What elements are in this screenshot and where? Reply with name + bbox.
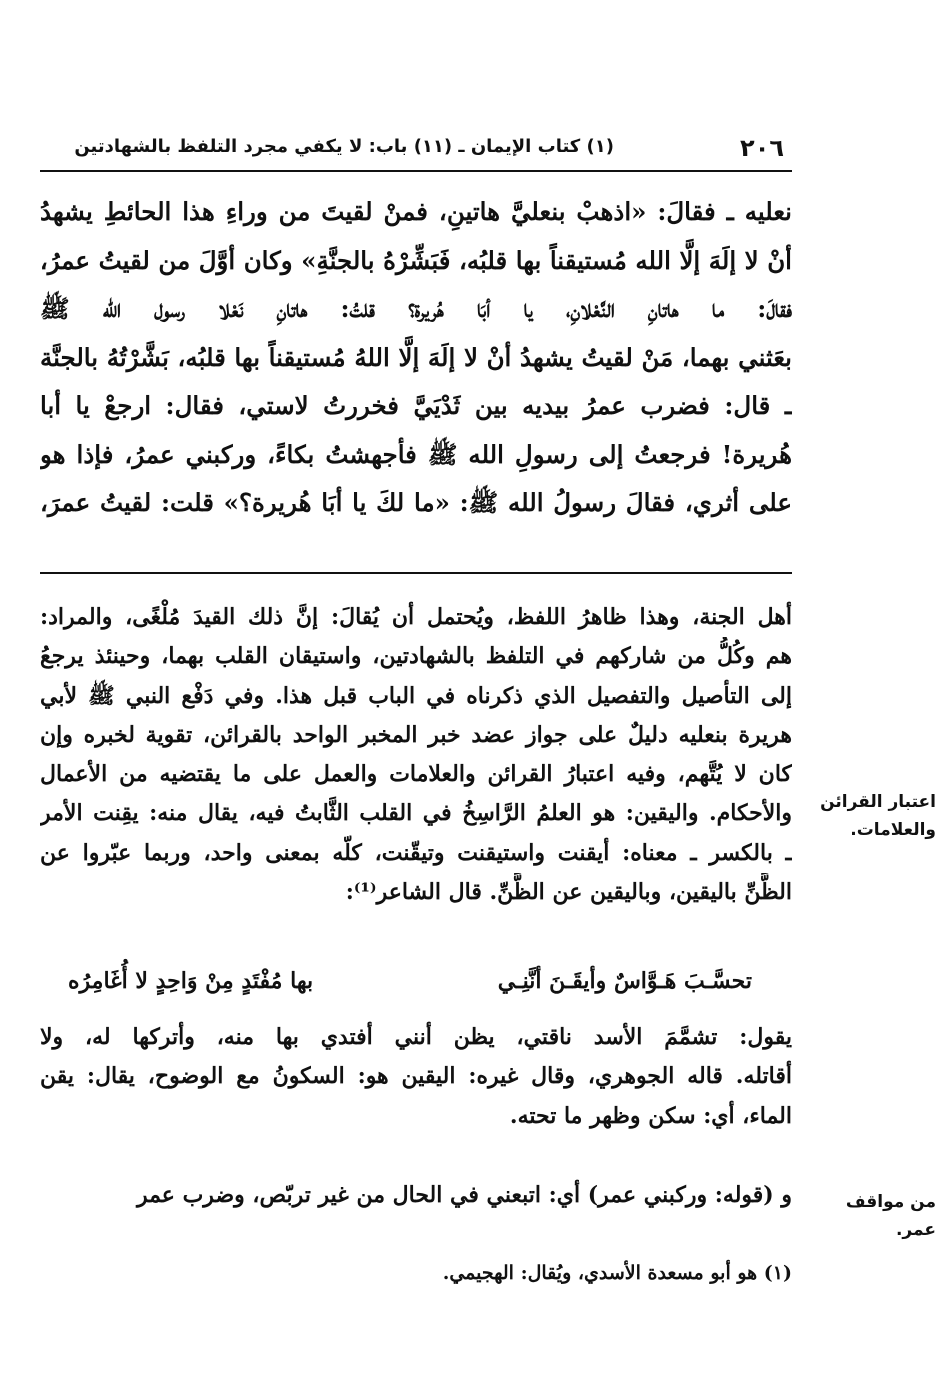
margin-note-line: من مواقف: [845, 1192, 936, 1212]
commentary-line: ـ بالكسر ـ معناه: أيقنت واستيقنت وتيقّنت، كلّه بمعنى واحد، وربما عبّروا عن: [40, 839, 792, 866]
poem-second-hemistich: بها مُفْتَدٍ مِنْ وَاحِدٍ لا أُغَامِرُه: [68, 968, 314, 994]
poem-verse: [40, 962, 792, 1012]
commentary-line: الظَّنِّ باليقين، وباليقين عن الظَّنِّ. قال الشاعر⁽¹⁾:: [345, 879, 792, 906]
hadith-line: هُريرة! فرجعتُ إلى رسولِ الله ﷺ فأجهشتُ بكاءً، وركبني عمرُ، فإذا هو: [40, 439, 792, 469]
commentary-text-2: [40, 1018, 792, 1136]
hadith-line: بعَثني بهما، مَنْ لقيتُ يشهدُ أنْ لا إلَهَ إلَّا اللهُ مُستيقناً بها قلبُه، بَشَّرْتُهُ بالجنَّة: [40, 342, 792, 372]
margin-note: [818, 1188, 936, 1244]
commentary-line: إلى التأصيل والتفصيل الذي ذكرناه في الباب قبل هذا. وفي دَفْع النبي ﷺ لأبي: [40, 682, 792, 709]
commentary-line: و (قوله: وركبني عمر) أي: اتبعني في الحال من غير تربّص، وضرب عمر: [136, 1182, 792, 1208]
commentary-line: أقاتله. قاله الجوهري، وقال غيره: اليقين هو: السكونُ مع الوضوح، يقال: يقن: [40, 1063, 792, 1090]
running-head: (١) كتاب الإيمان ـ (١١) باب: لا يكفي مجرد التلفظ بالشهادتين: [74, 136, 614, 157]
page-header: [40, 128, 792, 168]
margin-note: [818, 788, 936, 844]
header-rule: [40, 170, 792, 172]
commentary-line: أهل الجنة، وهذا ظاهرُ اللفظ، ويُحتمل أن يُقالَ: إنَّ ذلك القيدَ مُلْغًى، والمراد:: [40, 604, 792, 630]
margin-note-line: اعتبار القرائن: [820, 792, 936, 812]
hadith-line: فقالَ: ما هاتانِ النَّعْلانِ، يا أبَا هُريرة؟ قلتُ: هاتانِ نَعْلا رسول الله ﷺ: [40, 294, 792, 323]
hadith-line: نعليه ـ فقالَ: «اذهبْ بنعليَّ هاتينِ، فمنْ لقيتَ من وراءِ هذا الحائطِ يشهدُ: [40, 197, 792, 226]
footnote: (١) هو أبو مسعدة الأسدي، ويُقال: الهجيمي.: [442, 1262, 792, 1284]
margin-note-line: عمر.: [895, 1220, 936, 1240]
commentary-line: الماء، أي: سكن وظهر ما تحته.: [509, 1102, 792, 1129]
poem-first-hemistich: تحسَّـبَ هَـوَّاسٌ وأيقَـنَ أنَّنِـي: [497, 968, 752, 994]
hadith-text: [40, 188, 792, 528]
hadith-line: على أثري، فقالَ رسولُ الله ﷺ: «ما لكَ يا أبَا هُريرة؟» قلت: لقيتُ عمرَ،: [40, 488, 792, 517]
commentary-line: كان لا يُتَّهم، وفيه اعتبارُ القرائن والعلامات والعمل على ما يقتضيه من الأعمال: [40, 761, 792, 788]
commentary-line: والأحكام. واليقين: هو العلمُ الرَّاسِخُ في القلب الثَّابتُ فيه، يقال منه: يقِنت الأمر: [40, 800, 792, 827]
hadith-line: ـ قال: فضرب عمرُ بيديه بين ثَدْيَيَّ فخررتُ لاستي، فقال: ارجعْ يا أبا: [40, 391, 792, 420]
commentary-line: هم وكُلُّ من شاركهم في التلفظ بالشهادتين، واستيقان القلب بهما، وحينئذ يرجعُ: [40, 643, 792, 670]
commentary-text: [40, 598, 792, 912]
commentary-line: هريرة بنعليه دليلٌ على جواز عضد خبر المخبر الواحد بالقرائن، تقوية لخبره وإن: [40, 721, 792, 748]
commentary-line: يقول: تشمَّمَ الأسد ناقتي، يظن أنني أفتدي بها منه، وأتركها له، ولا: [40, 1024, 792, 1050]
text-separator: [40, 572, 792, 574]
commentary-text-3: [40, 1176, 792, 1215]
hadith-line: أنْ لا إلَهَ إلَّا الله مُستيقناً بها قلبُه، فَبَشِّرْهُ بالجنَّةِ» وكان أوَّلَ من لقيتُ عمرُ،: [40, 245, 792, 275]
page-number: ٢٠٦: [740, 134, 784, 162]
margin-note-line: والعلامات.: [850, 820, 936, 840]
